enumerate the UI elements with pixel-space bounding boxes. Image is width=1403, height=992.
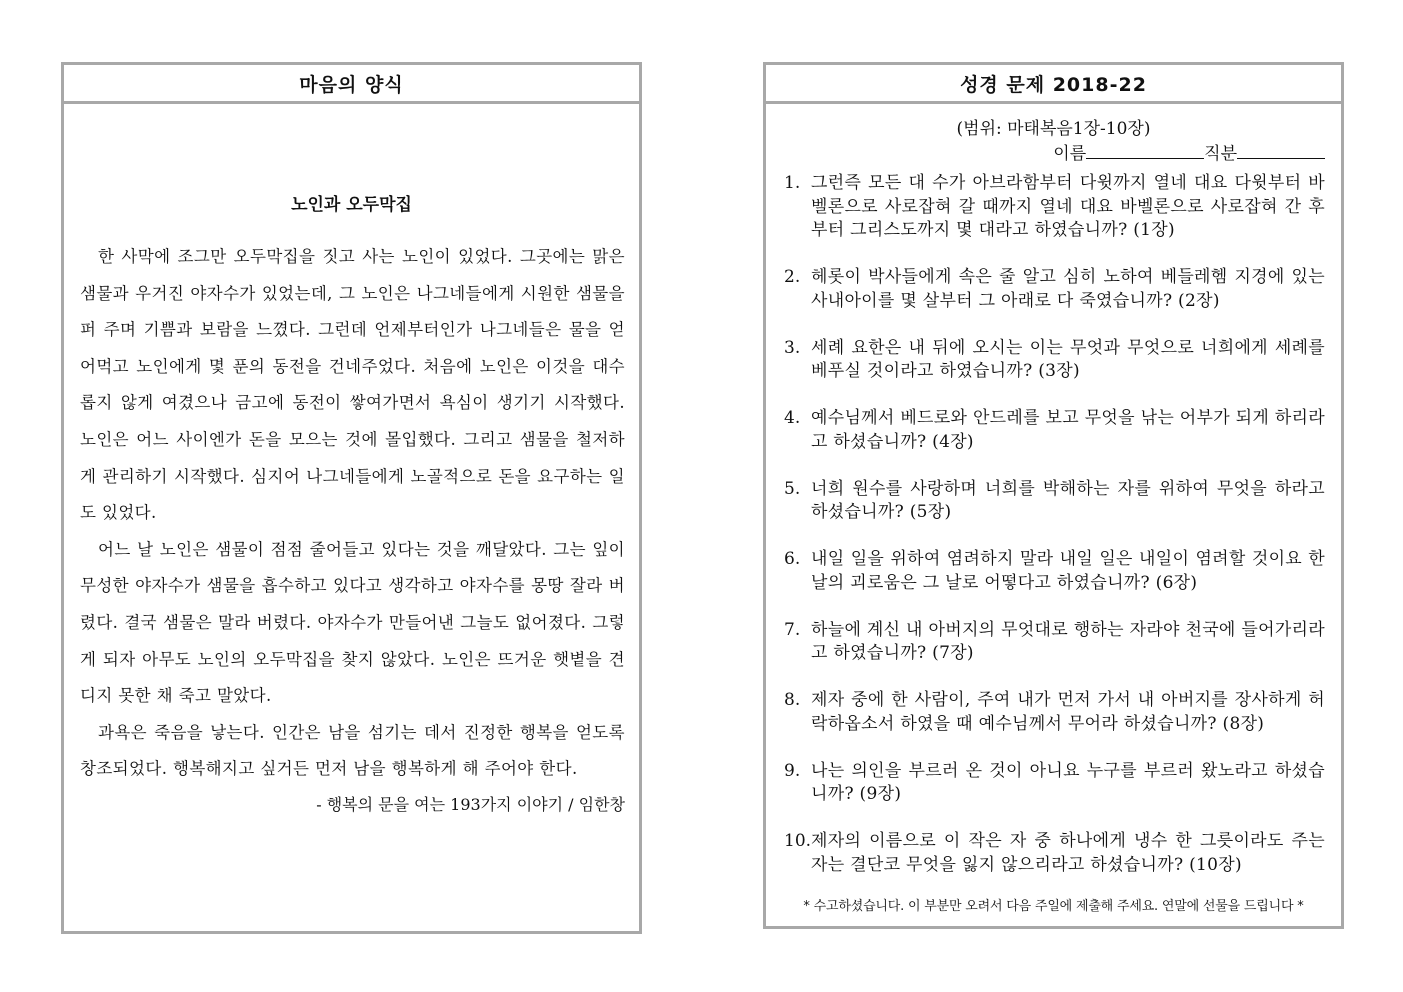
question-item xyxy=(784,407,1325,454)
quiz-header: 성경 문제 2018-22 xyxy=(766,65,1341,104)
meditation-panel xyxy=(61,62,642,934)
quiz-range: (범위: 마태복음1장-10장) xyxy=(956,119,1151,139)
question-number: 10. xyxy=(784,831,812,851)
question-item xyxy=(784,478,1325,525)
question-item xyxy=(784,548,1325,595)
question-item xyxy=(784,172,1325,243)
question-text: 세례 요한은 내 뒤에 오시는 이는 무엇과 무엇으로 너희에게 세례를 베푸실 것이라고 하였습니까? (3장) xyxy=(811,337,1325,381)
name-blank[interactable] xyxy=(1086,144,1204,159)
story-paragraph: 어느 날 노인은 샘물이 점점 줄어들고 있다는 것을 깨달았다. 그는 잎이 무성한 야자수가 샘물을 흡수하고 있다고 생각하고 야자수를 몽땅 잘라 버렸다. 결국 샘물은 말라 버렸다. 야자수가 만들어낸 그늘도 없어졌다. 그렇게 되자 아무도 노인의 오두막집을 찾지 않았다. 노인은 뜨거운 햇볕을 견디지 못한 채 죽고 말았다. xyxy=(80,539,625,706)
question-text: 제자 중에 한 사람이, 주여 내가 먼저 가서 내 아버지를 장사하게 허락하옵소서 하였을 때 예수님께서 무어라 하셨습니까? (8장) xyxy=(811,690,1325,734)
question-text: 그런즉 모든 대 수가 아브라함부터 다윗까지 열네 대요 다윗부터 바벨론으로 사로잡혀 갈 때까지 열네 대요 바벨론으로 사로잡혀 간 후부터 그리스도까지 몇 대라고 하였습니까? (1장) xyxy=(811,173,1325,240)
question-text: 제자의 이름으로 이 작은 자 중 하나에게 냉수 한 그릇이라도 주는 자는 결단코 무엇을 잃지 않으리라고 하셨습니까? (10장) xyxy=(811,831,1325,875)
position-blank[interactable] xyxy=(1237,144,1325,159)
question-number: 7. xyxy=(784,619,801,640)
question-item xyxy=(784,337,1325,384)
meditation-header: 마음의 양식 xyxy=(64,65,639,104)
question-item xyxy=(784,760,1325,807)
question-number: 2. xyxy=(784,267,801,287)
question-number: 4. xyxy=(784,408,801,428)
question-number: 8. xyxy=(784,690,801,710)
story-paragraph: 과욕은 죽음을 낳는다. 인간은 남을 섬기는 데서 진정한 행복을 얻도록 창조되었다. 행복해지고 싶거든 먼저 남을 행복하게 해 주어야 한다. xyxy=(80,722,625,779)
question-item xyxy=(784,689,1325,736)
name-label: 이름 xyxy=(1053,144,1087,164)
question-item xyxy=(784,830,1325,877)
question-list xyxy=(766,172,1341,877)
quiz-footnote: * 수고하셨습니다. 이 부분만 오려서 다음 주일에 제출해 주세요. 연말에 선물을 드립니다 * xyxy=(803,898,1304,914)
question-item xyxy=(784,266,1325,313)
question-number: 5. xyxy=(784,478,801,499)
question-number: 3. xyxy=(784,337,801,358)
question-item xyxy=(784,619,1325,666)
question-text: 나는 의인을 부르러 온 것이 아니요 누구를 부르러 왔노라고 하셨습니까? (9장) xyxy=(811,760,1325,804)
question-text: 내일 일을 위하여 염려하지 말라 내일 일은 내일이 염려할 것이요 한 날의 괴로움은 그 날로 어떻다고 하였습니까? (6장) xyxy=(811,549,1325,593)
story-body xyxy=(64,239,639,788)
question-text: 너희 원수를 사랑하며 너희를 박해하는 자를 위하여 무엇을 하라고 하셨습니까? (5장) xyxy=(811,478,1325,522)
question-number: 6. xyxy=(784,549,801,569)
name-position-line xyxy=(766,139,1341,164)
question-number: 9. xyxy=(784,760,801,781)
position-label: 직분 xyxy=(1204,144,1237,164)
bible-quiz-panel xyxy=(763,62,1344,929)
question-text: 헤롯이 박사들에게 속은 줄 알고 심히 노하여 베들레헴 지경에 있는 사내아이를 몇 살부터 그 아래로 다 죽였습니까? (2장) xyxy=(811,267,1325,311)
question-text: 예수님께서 베드로와 안드레를 보고 무엇을 낚는 어부가 되게 하리라고 하셨습니까? (4장) xyxy=(811,408,1325,452)
story-title: 노인과 오두막집 xyxy=(291,195,412,215)
question-number: 1. xyxy=(784,173,801,193)
story-paragraph: 한 사막에 조그만 오두막집을 짓고 사는 노인이 있었다. 그곳에는 맑은 샘물과 우거진 야자수가 있었는데, 그 노인은 나그네들에게 시원한 샘물을 퍼 주며 기쁨과 보람을 느꼈다. 그런데 언제부터인가 나그네들은 물을 얻어먹고 노인에게 몇 푼의 동전을 건네주었다. 처음에 노인은 이것을 대수롭지 않게 여겼으나 금고에 동전이 쌓여가면서 욕심이 생기기 시작했다. 노인은 어느 사이엔가 돈을 모으는 것에 몰입했다. 그리고 샘물을 철저하게 관리하기 시작했다. 심지어 나그네들에게 노골적으로 돈을 요구하는 일도 있었다. xyxy=(80,247,625,523)
story-source: - 행복의 문을 여는 193가지 이야기 / 임한창 xyxy=(316,794,625,814)
question-text: 하늘에 계신 내 아버지의 무엇대로 행하는 자라야 천국에 들어가리라고 하였습니까? (7장) xyxy=(811,619,1325,663)
